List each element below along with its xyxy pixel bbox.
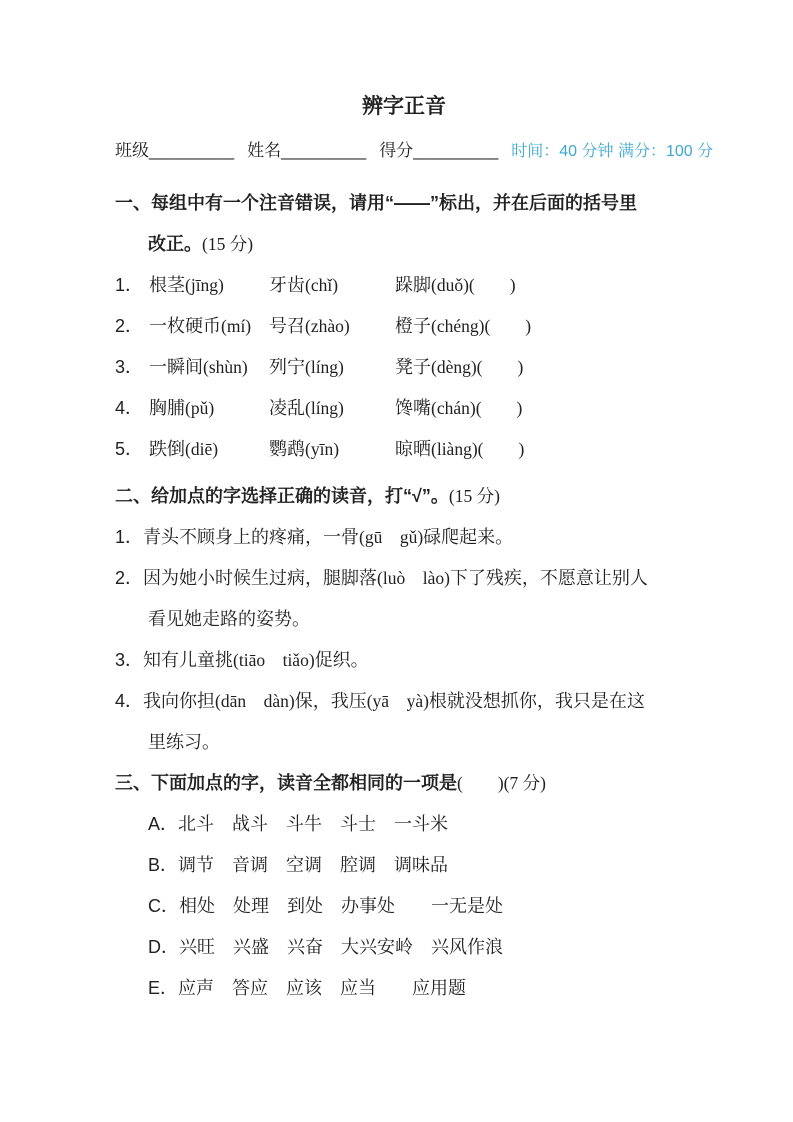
text-run: 4．我向你 [115,691,198,711]
emphasized-char: 兴 [233,937,251,957]
text-run: 味品 [412,855,449,875]
emphasized-char: 馋 [395,398,413,418]
class-field [115,138,234,164]
word-group-3 [395,306,693,347]
text-run: 里练习。 [148,732,220,752]
emphasized-char: 处 [377,896,395,916]
item-number: 3． [115,357,144,377]
emphasized-char: 兴 [359,937,377,957]
pinyin-text: (gū gǔ) [359,527,424,547]
emphasized-char: 应 [412,978,431,998]
text-run: 一 [149,316,167,336]
emphasized-char: 跺 [395,275,413,295]
pinyin-text: ( )(7 分) [457,773,546,793]
word-group-2 [269,306,395,347]
pinyin-text: (jīng) [185,275,224,295]
emphasized-char: 担 [197,691,216,711]
text-run: 子 [413,316,431,336]
text-run: 乱 [287,398,305,418]
name-label: 姓名 [247,141,282,160]
page-title: 辨字正音 [362,95,446,118]
word-group-3 [395,265,693,306]
exam-time-and-total-score: 时间：40 分钟 满分：100 分 [511,143,714,160]
word-group-1 [149,347,269,388]
text-run: D． [148,937,179,957]
text-run: 盛 [251,937,287,957]
emphasized-char: 宁 [287,357,305,377]
emphasized-char: 骨 [341,527,360,547]
section-2-choose-correct-reading [115,476,693,763]
pinyin-text: (dèng)( ) [431,357,524,377]
text-run: 空 [268,855,305,875]
text-run: 三、下面加点的字，读音全都相同的一项是 [115,773,457,793]
question-2-1 [115,517,693,558]
text-run: 1．青头不顾身上的疼痛，一 [115,527,342,547]
question-2-2-line-2 [115,599,693,640]
text-run: 奋 大 [305,937,359,957]
emphasized-char: 召 [287,316,305,336]
emphasized-char: 斗 [196,814,215,834]
word-group-2 [269,429,395,470]
option-e [115,968,693,1009]
text-run: 士 一 [358,814,413,834]
exam-content [115,183,693,1009]
emphasized-char: 凳 [395,357,413,377]
text-run: 2．因为她小时候生过病，腿脚 [115,568,360,588]
question-2-4-line-1 [115,681,693,722]
text-run: 列 [269,357,287,377]
emphasized-char: 斗 [412,814,431,834]
item-number: 4． [115,398,144,418]
emphasized-char: 枚 [167,316,185,336]
score-label: 得分 [379,141,414,160]
text-run: 风作浪 [449,937,503,957]
emphasized-char: 调 [250,855,269,875]
pinyin-text: (diē) [185,439,219,459]
word-group-3 [395,347,693,388]
question-2-3 [115,640,693,681]
text-run: 鹉 [287,439,305,459]
pinyin-text: (yā yà) [366,691,429,711]
pinyin-text: (dān dàn) [215,691,295,711]
emphasized-char: 鹦 [269,439,287,459]
emphasized-char: 晾 [395,439,413,459]
emphasized-char: 调 [358,855,377,875]
section-3-heading [115,763,693,804]
text-run: 改正。 [148,234,202,254]
text-run: B． [148,855,179,875]
text-run: 声 答 [196,978,251,998]
text-run: 一 [149,357,167,377]
pinyin-text: (luò lào) [377,568,450,588]
text-run: C．相 [148,896,197,916]
emphasized-char: 挑 [215,650,234,670]
pinyin-text: (liàng)( ) [431,439,525,459]
pinyin-text: (chéng)( ) [431,316,532,336]
emphasized-char: 脯 [167,398,185,418]
pinyin-text: (shùn) [203,357,248,377]
item-number: 5． [115,439,144,459]
word-group-3 [395,429,693,470]
text-run: 用题 [430,978,467,998]
class-blank: _________ [149,141,235,160]
emphasized-char: 处 [197,896,215,916]
word-group-1 [149,306,269,347]
emphasized-char: 应 [250,978,269,998]
section-1-heading-line-2 [115,224,693,265]
emphasized-char: 调 [304,855,323,875]
text-run: 节 音 [196,855,251,875]
item-number: 1． [115,275,144,295]
text-run: 米 [430,814,449,834]
text-run: 一无是 [395,896,485,916]
emphasized-char: 应 [286,978,305,998]
name-field [247,138,366,164]
emphasized-char: 斗 [340,814,359,834]
emphasized-char: 茎 [167,275,185,295]
question-1-2 [115,306,693,347]
word-group-2 [269,388,395,429]
question-2-2-line-1 [115,558,693,599]
section-3-same-reading-choice [115,763,693,1009]
text-run: 3．知有儿童 [115,650,216,670]
text-run: 倒 [167,439,185,459]
text-run: 晒 [413,439,431,459]
option-a [115,804,693,845]
pinyin-text: (duǒ)( ) [431,275,516,295]
question-1-5 [115,429,693,470]
text-run: 腔 [322,855,359,875]
emphasized-char: 压 [348,691,367,711]
text-run: A．北 [148,814,197,834]
emphasized-char: 兴 [287,937,305,957]
emphasized-char: 处 [233,896,251,916]
pinyin-text: (líng) [305,398,344,418]
text-run: 根 [149,275,167,295]
text-run: 保，我 [294,691,349,711]
text-run: 二、给加点的字选择正确的读音，打“√”。 [115,486,449,506]
question-2-4-line-2 [115,722,693,763]
emphasized-char: 调 [394,855,413,875]
text-run: 脚 [413,275,431,295]
header-row [115,138,714,165]
text-run: 理 到 [251,896,305,916]
pinyin-text: (mí) [221,316,252,336]
text-run: 牙 [269,275,287,295]
pinyin-text: (tiāo tiǎo) [233,650,315,670]
emphasized-char: 调 [178,855,197,875]
text-run: 促织。 [314,650,369,670]
emphasized-char: 落 [359,568,378,588]
option-d [115,927,693,968]
text-run: 该 [304,978,341,998]
text-run [215,896,233,916]
section-2-heading [115,476,693,517]
text-run: 下了残疾，不愿意让别人 [449,568,648,588]
name-blank: _________ [281,141,367,160]
word-group-2 [269,347,395,388]
emphasized-char: 兴 [179,937,197,957]
word-group-2 [269,265,395,306]
pinyin-text: (yīn) [305,439,340,459]
pinyin-text: (chán)( ) [431,398,523,418]
emphasized-char: 瞬 [167,357,185,377]
word-group-1 [149,265,269,306]
text-run: E． [148,978,179,998]
pinyin-text: (líng) [305,357,344,377]
text-run: 看见她走路的姿势。 [148,609,310,629]
item-number: 2． [115,316,144,336]
emphasized-char: 应 [178,978,197,998]
text-run [268,978,286,998]
pinyin-text: (chǐ) [305,275,339,295]
text-run: 号 [269,316,287,336]
question-1-1 [115,265,693,306]
text-run: 胸 [149,398,167,418]
score-field [379,138,498,164]
emphasized-char: 处 [305,896,323,916]
emphasized-char: 处 [485,896,503,916]
text-run: 牛 [304,814,341,834]
option-c [115,886,693,927]
text-run: 战 [214,814,251,834]
text-run: 嘴 [413,398,431,418]
pinyin-text: (15 分) [202,234,254,254]
text-run: 根就没想抓你，我只是在这 [428,691,645,711]
score-blank: _________ [413,141,499,160]
emphasized-char: 跌 [149,439,167,459]
emphasized-char: 凌 [269,398,287,418]
question-1-4 [115,388,693,429]
text-run: 当 [358,978,413,998]
pinyin-text: (zhào) [305,316,350,336]
emphasized-char: 橙 [395,316,413,336]
word-group-1 [149,388,269,429]
pinyin-text: (pǔ) [185,398,215,418]
section-1-heading-line-1 [115,183,693,224]
word-group-3 [395,388,693,429]
emphasized-char: 兴 [431,937,449,957]
word-group-1 [149,429,269,470]
text-run: 硬币 [185,316,221,336]
text-run [268,814,286,834]
pinyin-text: (15 分) [448,486,500,506]
emphasized-char: 斗 [286,814,305,834]
text-run: 碌爬起来。 [423,527,514,547]
class-label: 班级 [115,141,149,160]
section-1-mark-wrong-pinyin [115,183,693,470]
text-run: 子 [413,357,431,377]
text-run [376,855,394,875]
text-run: 安岭 [377,937,431,957]
text-run: 旺 [197,937,233,957]
emphasized-char: 斗 [250,814,269,834]
option-b [115,845,693,886]
text-run: 间 [185,357,203,377]
emphasized-char: 应 [340,978,359,998]
question-1-3 [115,347,693,388]
emphasized-char: 齿 [287,275,305,295]
text-run: 一、每组中有一个注音错误，请用“——”标出，并在后面的括号里 [115,193,637,213]
text-run: 办事 [323,896,377,916]
